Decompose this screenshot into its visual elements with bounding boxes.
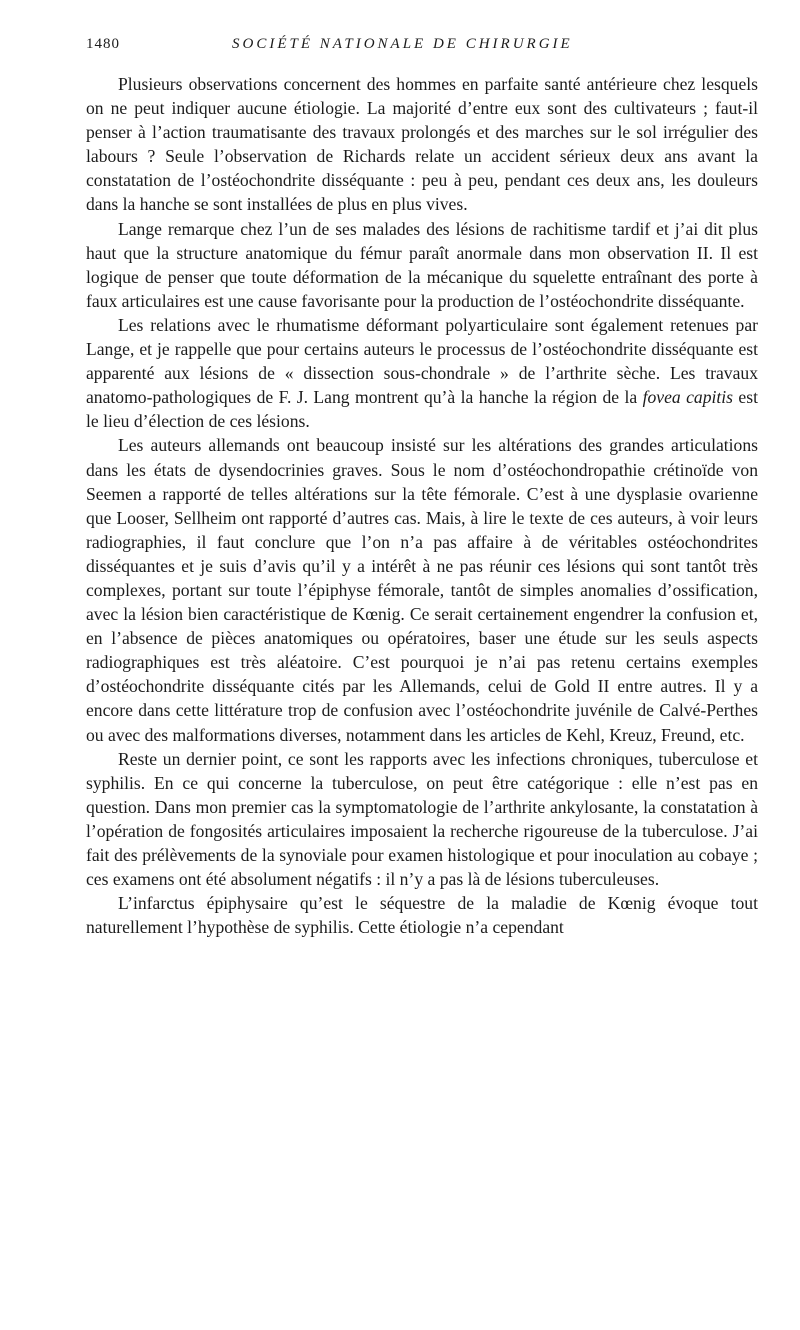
body-text — [86, 72, 758, 939]
paragraph-rachitism: Lange remarque chez l’un de ses malades des lésions de rachitisme tardif et j’ai dit plus haut que la structure anatomique du fémur paraît anormale dans mon observation II. Il est logique de penser que toute déformation de la mécanique du squelette entraînant des porte à faux articulaires est une cause favorisante pour la production de l’ostéochondrite disséquante. — [86, 218, 758, 311]
paragraph-infections: Reste un dernier point, ce sont les rapports avec les infections chroniques, tuberculose et syphilis. En ce qui concerne la tuberculose, on peut être catégorique : elle n’est pas en question. Dans mon premier cas la symptomatologie de l’arthrite ankylosante, la constatation à l’opération de fongosités articulaires imposaient la recherche rigoureuse de la tuberculose. J’ai fait des prélèvements de la synoviale pour examen histologique et pour inoculation au cobaye ; ces examens ont été absolument négatifs : il n’y a pas là de lésions tuberculeuses. — [86, 748, 758, 890]
fovea-capitis-term: fovea capitis — [642, 387, 734, 408]
paragraph-rheumatism-text: Les relations avec le rhumatisme déformant polyarticulaire sont également retenues par Lange, et je rappelle que pour certains auteurs le processus de l’ostéochondrite disséquante est apparenté aux lésions de « dissection sous-chondrale » de l’arthrite sèche. Les travaux anatomo-pathologiques de F. J. Lang montrent qu’à la hanche la région de la — [86, 314, 758, 408]
paragraph-syphilis: L’infarctus épiphysaire qu’est le séquestre de la maladie de Kœnig évoque tout naturellement l’hypothèse de syphilis. Cette étiologie n’a cependant — [86, 893, 758, 938]
paragraph-dysendocrinies: Les auteurs allemands ont beaucoup insisté sur les altérations des grandes articulations dans les états de dysendocrinies graves. Sous le nom d’ostéochondropathie crétinoïde von Seemen a rapporté de telles altérations sur la tête fémorale. C’est à une dysplasie ovarienne que Looser, Sellheim ont rapporté d’autres cas. Mais, à lire le texte de ces auteurs, à voir leurs radiographies, il faut conclure que l’on n’a pas affaire à de véritables ostéochondrites disséquantes et je suis d’avis qu’il y a intérêt à ne pas réunir ces lésions qui sont tantôt très complexes, portant sur toute l’épiphyse fémorale, tantôt de simples anomalies d’ossification, avec la lésion bien caractéristique de Kœnig. Ce serait certainement engendrer la confusion et, en l’absence de pièces anatomiques ou opératoires, baser une étude sur les seuls aspects radiographiques est très aléatoire. C’est pourquoi je n’ai pas retenu certains exemples d’ostéochondrite disséquante cités par les Allemands, celui de Gold II entre autres. Il y a encore dans cette littérature trop de confusion avec l’ostéochondrite juvénile de Calvé-Perthes ou avec des malformations diverses, notamment dans les articles de Kehl, Kreuz, Freund, etc. — [86, 435, 758, 745]
paragraph-etiology: Plusieurs observations concernent des hommes en parfaite santé antérieure chez lesquels on ne peut indiquer aucune étiologie. La majorité d’entre eux sont des cultivateurs ; faut-il penser à l’action traumatisante des travaux prolongés et des marches sur le sol irrégulier des labours ? Seule l’observation de Richards relate un accident sérieux deux ans avant la constatation de l’ostéochondrite disséquante : peu à peu, pendant ces deux ans, les douleurs dans la hanche se sont installées de plus en plus vives. — [86, 74, 758, 215]
running-head: SOCIÉTÉ NATIONALE DE CHIRURGIE — [232, 36, 573, 52]
page-header — [86, 36, 761, 58]
paragraph-rheumatism — [86, 313, 758, 433]
paragraph-rheumatism-end: est le lieu d’élection de ces lésions. — [86, 387, 758, 432]
page-number: 1480 — [86, 36, 120, 52]
